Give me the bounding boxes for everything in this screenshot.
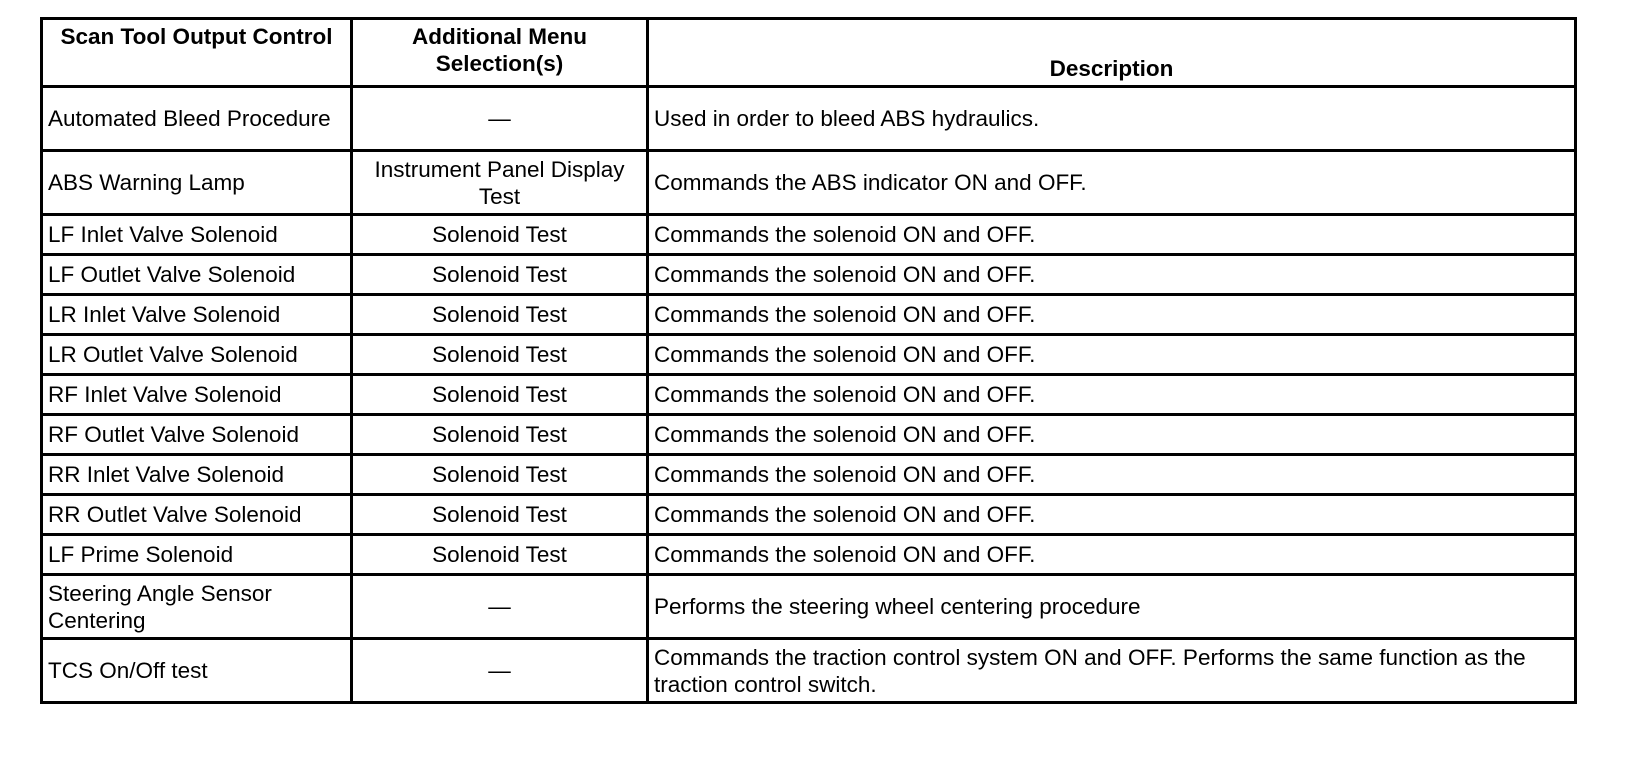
cell-description: Commands the solenoid ON and OFF. [648, 495, 1576, 535]
cell-selection: Solenoid Test [352, 535, 648, 575]
cell-selection: Solenoid Test [352, 335, 648, 375]
cell-control: TCS On/Off test [42, 639, 352, 703]
header-description: Description [648, 19, 1576, 87]
cell-control: LF Inlet Valve Solenoid [42, 215, 352, 255]
table-row [42, 255, 1576, 295]
cell-selection: Solenoid Test [352, 415, 648, 455]
cell-selection: — [352, 575, 648, 639]
table-row [42, 455, 1576, 495]
table-row [42, 215, 1576, 255]
table-row [42, 535, 1576, 575]
cell-control: Steering Angle Sensor Centering [42, 575, 352, 639]
cell-control: Automated Bleed Procedure [42, 87, 352, 151]
header-selection: Additional Menu Selection(s) [352, 19, 648, 87]
cell-selection: Solenoid Test [352, 295, 648, 335]
table-row [42, 87, 1576, 151]
table-row [42, 151, 1576, 215]
cell-description: Commands the solenoid ON and OFF. [648, 375, 1576, 415]
header-control: Scan Tool Output Control [42, 19, 352, 87]
table-row [42, 295, 1576, 335]
cell-control: LF Prime Solenoid [42, 535, 352, 575]
cell-selection: Instrument Panel Display Test [352, 151, 648, 215]
cell-description: Used in order to bleed ABS hydraulics. [648, 87, 1576, 151]
cell-control: LR Inlet Valve Solenoid [42, 295, 352, 335]
table-row [42, 575, 1576, 639]
cell-selection: Solenoid Test [352, 375, 648, 415]
cell-selection: Solenoid Test [352, 215, 648, 255]
cell-control: RR Inlet Valve Solenoid [42, 455, 352, 495]
cell-selection: Solenoid Test [352, 455, 648, 495]
cell-control: ABS Warning Lamp [42, 151, 352, 215]
cell-description: Commands the solenoid ON and OFF. [648, 295, 1576, 335]
cell-control: LF Outlet Valve Solenoid [42, 255, 352, 295]
table-row [42, 415, 1576, 455]
cell-selection: — [352, 87, 648, 151]
cell-control: RF Inlet Valve Solenoid [42, 375, 352, 415]
table-row [42, 639, 1576, 703]
table-row [42, 375, 1576, 415]
cell-description: Commands the solenoid ON and OFF. [648, 335, 1576, 375]
output-control-table [40, 17, 1577, 704]
cell-description: Commands the solenoid ON and OFF. [648, 455, 1576, 495]
table-header-row [42, 19, 1576, 87]
cell-description: Commands the solenoid ON and OFF. [648, 415, 1576, 455]
cell-selection: Solenoid Test [352, 495, 648, 535]
table-row [42, 495, 1576, 535]
cell-selection: — [352, 639, 648, 703]
cell-description: Commands the traction control system ON and OFF. Performs the same function as the traction control switch. [648, 639, 1576, 703]
cell-control: LR Outlet Valve Solenoid [42, 335, 352, 375]
cell-selection: Solenoid Test [352, 255, 648, 295]
table-row [42, 335, 1576, 375]
cell-control: RR Outlet Valve Solenoid [42, 495, 352, 535]
cell-control: RF Outlet Valve Solenoid [42, 415, 352, 455]
cell-description: Commands the ABS indicator ON and OFF. [648, 151, 1576, 215]
cell-description: Commands the solenoid ON and OFF. [648, 215, 1576, 255]
cell-description: Commands the solenoid ON and OFF. [648, 255, 1576, 295]
table-body [42, 87, 1576, 703]
cell-description: Commands the solenoid ON and OFF. [648, 535, 1576, 575]
cell-description: Performs the steering wheel centering procedure [648, 575, 1576, 639]
